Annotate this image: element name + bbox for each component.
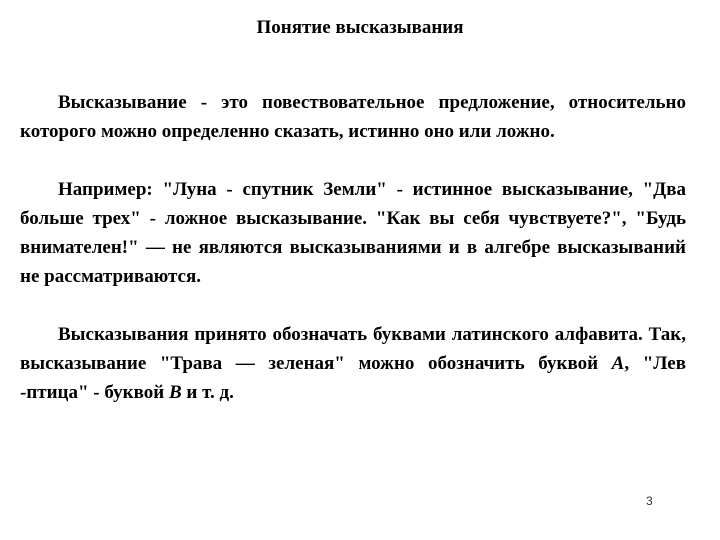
letter-a: А — [611, 353, 625, 374]
notation-text-1: Высказывания принято обозначать буквами латинского алфавита. Так, высказывание "Трава — зеленая" можно обозначить буквой — [20, 324, 686, 374]
examples-paragraph: Например: "Луна - спутник Земли" - истинное высказывание, "Два больше трех" - ложное высказывание. "Как вы себя чувствуете?", "Будь внимателен!" — не являются высказываниями и в алгебре высказываний не рассматриваются. — [20, 179, 686, 287]
slide-title: Понятие высказывания — [256, 17, 464, 38]
page-number: 3 — [646, 494, 653, 508]
notation-text-3: и т. д. — [181, 382, 234, 403]
slide-body — [20, 88, 686, 407]
notation-text-2: , "Лев -птица" - буквой — [20, 353, 686, 403]
letter-b: В — [168, 382, 182, 403]
notation-paragraph — [20, 320, 686, 407]
definition-paragraph: Высказывание - это повествовательное предложение, относительно которого можно определенно сказать, истинно оно или ложно. — [20, 92, 686, 142]
